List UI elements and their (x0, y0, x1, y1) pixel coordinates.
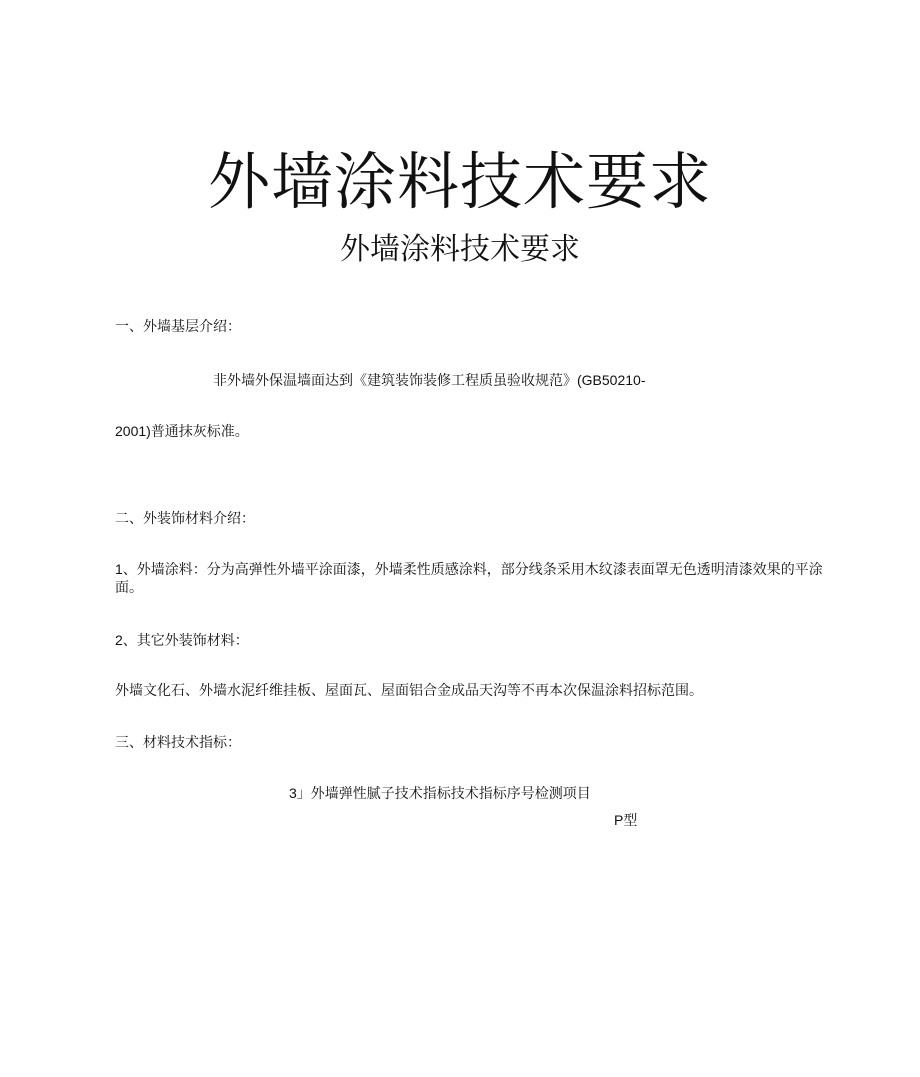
section2-heading: 二、外装饰材料介绍： (115, 511, 255, 527)
table-type-text: 型 (623, 813, 638, 829)
item1-text: 、外墙涂料：分为高弹性外墙平涂面漆，外墙柔性质感涂料，部分线条采用木纹漆表面罩无色透明清漆效果的平涂面。 (115, 562, 823, 596)
document-subtitle: 外墙涂料技术要求 (340, 232, 580, 267)
table-caption-number: 3 (289, 785, 297, 801)
section1-heading: 一、外墙基层介绍： (115, 319, 241, 335)
standard-code-part2: 2001) (115, 423, 151, 439)
section2-item2-paragraph: 外墙文化石、外墙水泥纤维挂板、屋面瓦、屋面铝合金成品天沟等不再本次保温涂料招标范围。 (115, 683, 703, 699)
section1-paragraph-text: 非外墙外保温墙面达到《建筑装饰装修工程质虽验收规范》 (213, 373, 577, 389)
section2-item1 (115, 560, 845, 597)
table-type-label (614, 811, 637, 830)
standard-code-part1: (GB50210- (577, 372, 646, 388)
section1-paragraph-line2 (115, 422, 249, 441)
section1-paragraph-tail: 普通抹灰标准。 (150, 424, 249, 440)
table-type-letter: P (614, 812, 624, 828)
item2-text: 、其它外装饰材料： (122, 633, 249, 649)
section2-item2 (115, 631, 249, 650)
item1-number: 1 (115, 561, 123, 577)
section1-paragraph-line1 (213, 371, 645, 390)
section3-heading: 三、材料技术指标： (115, 735, 241, 751)
document-title: 外墙涂料技术要求 (207, 145, 712, 218)
item2-number: 2 (115, 632, 123, 648)
table-caption-text: 」外墙弹性腻子技术指标技术指标序号检测项目 (296, 786, 591, 802)
table-caption (289, 784, 591, 803)
